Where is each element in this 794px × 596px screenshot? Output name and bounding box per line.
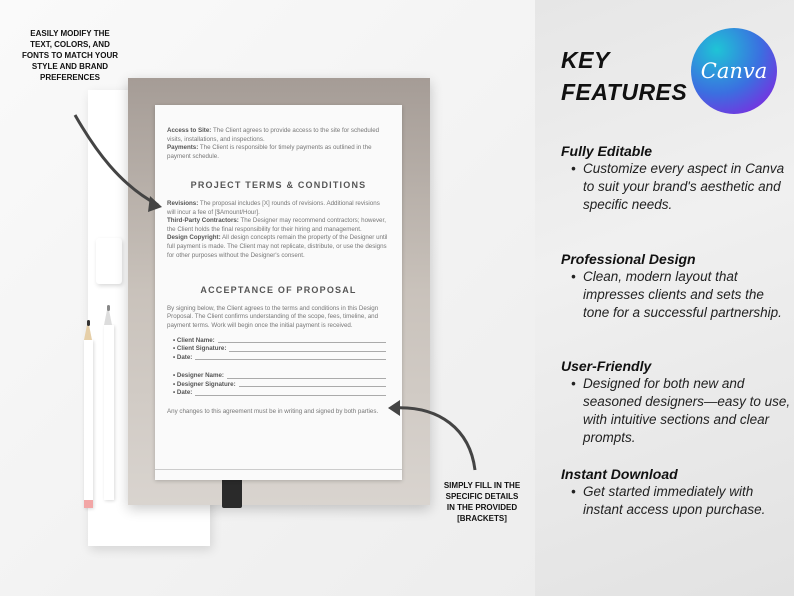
eraser-prop (96, 238, 122, 284)
arrow-icon-bottom (0, 0, 1, 1)
acceptance-heading: ACCEPTANCE OF PROPOSAL (200, 285, 357, 296)
designer-name-field[interactable]: • Designer Name: (167, 372, 390, 381)
revisions-clause: Revisions: The proposal includes [X] rounds of revisions. Additional revisions will incur a fee of [$Amount/Hour]. (167, 199, 380, 216)
acceptance-text: By signing below, the Client agrees to the terms and conditions in this Design Proposal. The Client confirms understanding of the scope, fees, timeline, and payment terms. Work will begin once the initial payment is received. (167, 304, 379, 329)
feature-professional-design: Professional Design • Clean, modern layout that impresses clients and sets the tone for a successful partnership. (561, 251, 791, 322)
access-clause: Access to Site: The Client agrees to provide access to the site for scheduled visits, installations, and inspections. (167, 127, 380, 143)
pen-prop (104, 325, 114, 500)
closing-text: Any changes to this agreement must be in writing and signed by both parties. (167, 408, 379, 416)
terms-heading: PROJECT TERMS & CONDITIONS (190, 180, 367, 191)
copyright-clause: Design Copyright: All design concepts remain the property of the Designer until full payment is made. The Client may not replicate, distribute, or use the designs for other purposes without the Designer's consent. (167, 234, 388, 259)
edit-callout: EASILY MODIFY THE TEXT, COLORS, AND FONTS TO MATCH YOUR STYLE AND BRAND PREFERENCES (22, 29, 118, 82)
feature-fully-editable: Fully Editable • Customize every aspect in Canva to suit your brand's aesthetic and specific needs. (561, 143, 791, 214)
designer-date-field[interactable]: • Date: (167, 389, 390, 398)
footer-divider (155, 469, 402, 470)
client-date-field[interactable]: • Date: (167, 354, 390, 363)
feature-user-friendly: User-Friendly • Designed for both new and seasoned designers—easy to use, with intuitive sections and clear prompts. (561, 358, 791, 447)
designer-signature-field[interactable]: • Designer Signature: (167, 381, 390, 390)
client-fields (167, 337, 390, 363)
frame-stand (222, 478, 242, 508)
client-signature-field[interactable]: • Client Signature: (167, 345, 390, 354)
feature-instant-download: Instant Download • Get started immediately with instant access upon purchase. (561, 466, 791, 519)
client-name-field[interactable]: • Client Name: (167, 337, 390, 346)
contractors-clause: Third-Party Contractors: The Designer may recommend contractors; however, the Client holds the final responsibility for their hiring and management. (167, 217, 386, 233)
proposal-document (155, 105, 402, 480)
canva-logo: Canva (691, 28, 777, 114)
payments-clause: Payments: The Client is responsible for timely payments as outlined in the payment schedule. (167, 144, 372, 160)
fill-callout: SIMPLY FILL IN THE SPECIFIC DETAILS IN THE PROVIDED [BRACKETS] (443, 481, 521, 523)
pencil-prop (84, 340, 93, 508)
designer-fields (167, 372, 390, 398)
panel-title: KEY FEATURES (561, 47, 688, 105)
